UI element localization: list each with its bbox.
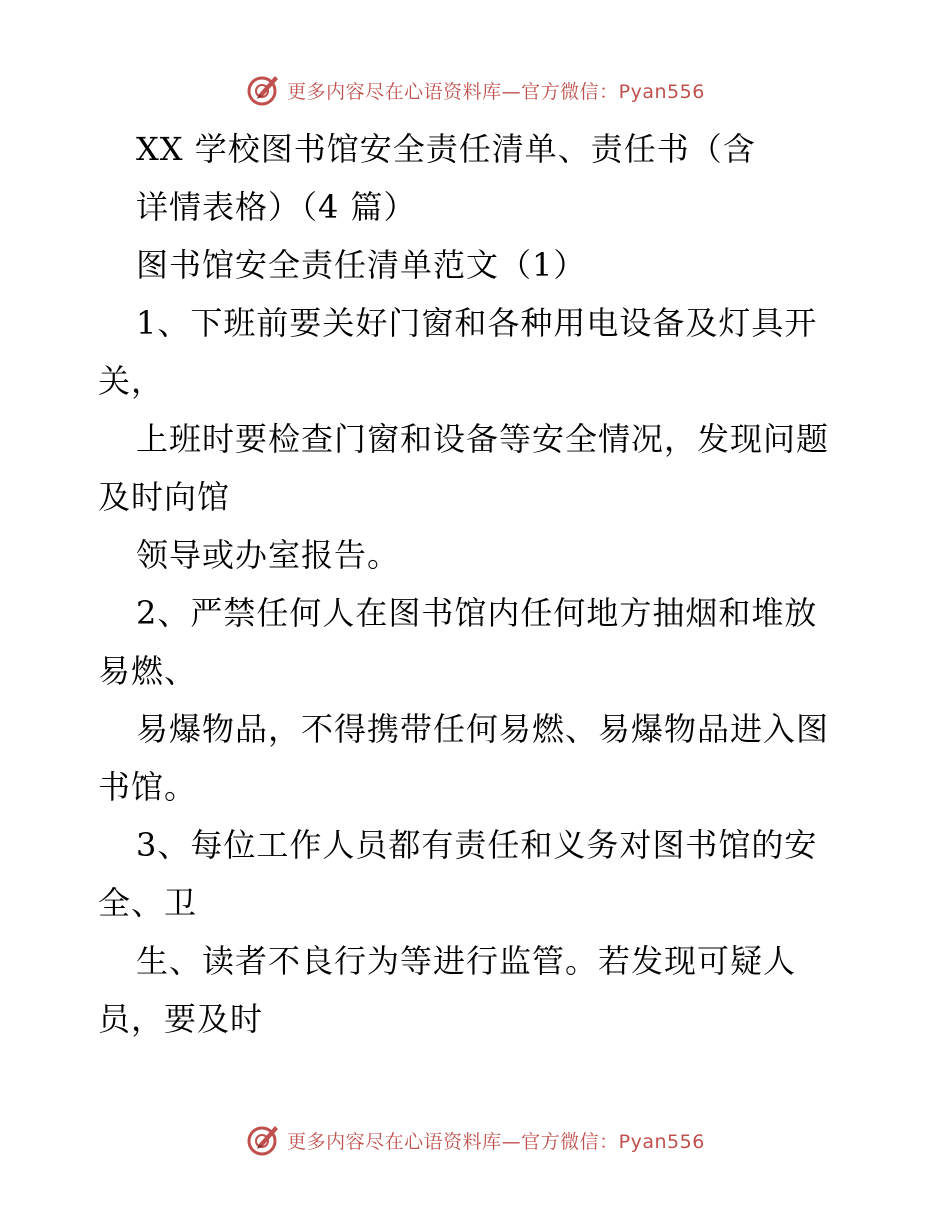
footer-watermark <box>0 1120 950 1160</box>
doc-title-line-2: 详情表格）（4 篇） <box>136 188 417 226</box>
paragraph-line: 易燃、 <box>98 652 198 690</box>
paragraph-line: 1、下班前要关好门窗和各种用电设备及灯具开 <box>136 304 818 342</box>
paragraph-line: 上班时要检查门窗和设备等安全情况，发现问题 <box>136 420 830 458</box>
paragraph-line: 3、每位工作人员都有责任和义务对图书馆的安 <box>136 826 818 864</box>
quill-logo-icon <box>245 72 281 108</box>
document-body <box>98 120 858 1048</box>
paragraph-line: 员，要及时 <box>98 1000 264 1038</box>
section-heading: 图书馆安全责任清单范文（1） <box>136 246 587 284</box>
doc-title-line-1: XX 学校图书馆安全责任清单、责任书（含 <box>136 130 756 168</box>
paragraph-line: 关， <box>98 362 165 400</box>
header-watermark <box>0 70 950 110</box>
paragraph-line: 易爆物品，不得携带任何易燃、易爆物品进入图 <box>136 710 830 748</box>
watermark-text: 更多内容尽在心语资料库—官方微信：Pyan556 <box>287 80 705 103</box>
watermark-text: 更多内容尽在心语资料库—官方微信：Pyan556 <box>287 1130 705 1153</box>
paragraph-line: 2、严禁任何人在图书馆内任何地方抽烟和堆放 <box>136 594 818 632</box>
paragraph-line: 全、卫 <box>98 884 198 922</box>
paragraph-line: 生、读者不良行为等进行监管。若发现可疑人 <box>136 942 797 980</box>
paragraph-line: 书馆。 <box>98 768 198 806</box>
quill-logo-icon <box>245 1122 281 1158</box>
paragraph-line: 领导或办室报告。 <box>136 536 401 574</box>
paragraph-line: 及时向馆 <box>98 478 231 516</box>
